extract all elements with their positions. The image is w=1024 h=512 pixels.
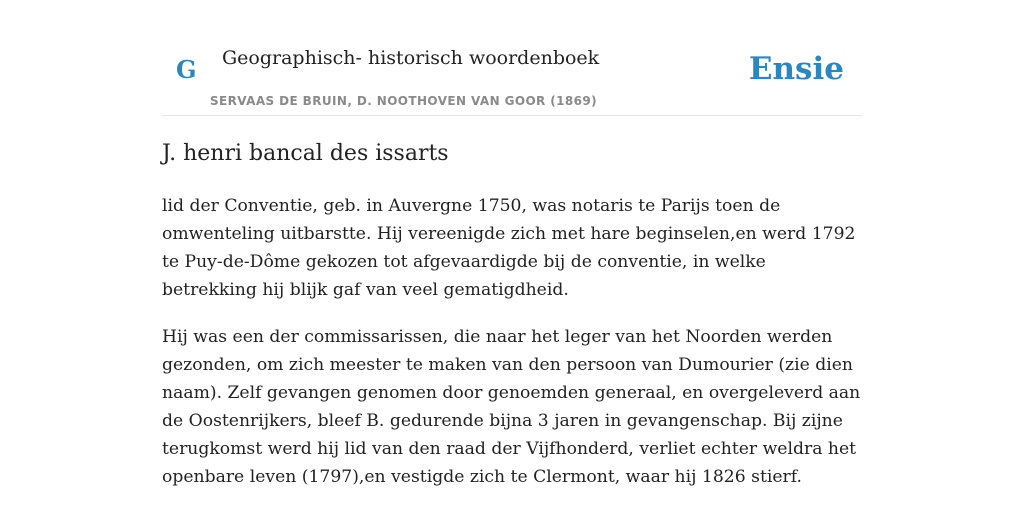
entry-title: J. henri bancal des issarts — [162, 141, 449, 166]
source-header — [162, 0, 862, 116]
source-author: SERVAAS DE BRUIN, D. NOOTHOVEN VAN GOOR (1869) — [210, 94, 598, 108]
entry-body — [162, 192, 862, 510]
entry-paragraph: Hij was een der commissarissen, die naar het leger van het Noorden werden gezonden, om zich meester te maken van den persoon van Dumourier (zie dien naam). Zelf gevangen genomen door genoemden generaal, en overgeleverd aan de Oostenrijkers, bleef B. gedurende bijna 3 jaren in gevangenschap. Bij zijne terugkomst werd hij lid van den raad der Vijfhonderd, verliet echter weldra het openbare leven (1797),en vestigde zich te Clermont, waar hij 1826 stierf. — [162, 327, 861, 487]
brand-logo[interactable]: Ensie — [748, 51, 844, 87]
source-title[interactable]: Geographisch- historisch woordenboek — [222, 47, 600, 69]
source-logo[interactable]: G — [176, 55, 197, 84]
entry-paragraph: lid der Conventie, geb. in Auvergne 1750, was notaris te Parijs toen de omwenteling uitbarstte. Hij vereenigde zich met hare beginselen,en werd 1792 te Puy-de-Dôme gekozen tot afgevaardigde bij de conventie, in welke betrekking hij blijk gaf van veel gematigdheid. — [162, 196, 856, 300]
page-container — [162, 0, 862, 487]
